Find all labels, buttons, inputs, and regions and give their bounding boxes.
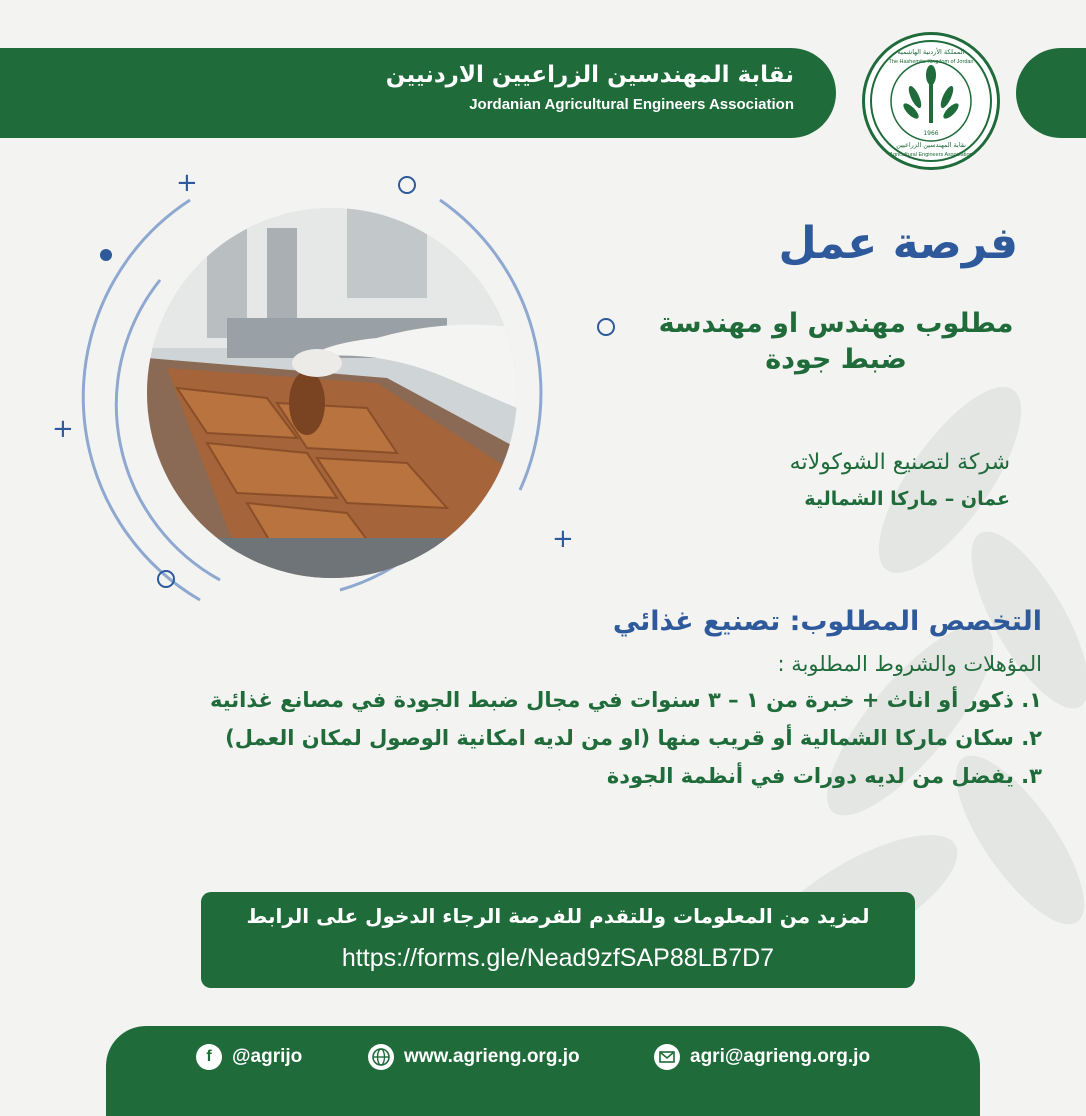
decor-plus-3: +: [552, 524, 574, 554]
org-name-english: Jordanian Agricultural Engineers Association: [469, 96, 794, 113]
requirement-item: ٣. يفضل من لديه دورات في أنظمة الجودة: [606, 764, 1042, 788]
job-location: عمان – ماركا الشمالية: [804, 488, 1010, 510]
footer-website[interactable]: [368, 1044, 580, 1070]
decor-circle-1: [398, 176, 416, 194]
job-position: [626, 306, 1046, 378]
website-url: www.agrieng.org.jo: [404, 1046, 580, 1067]
decor-circle-2: [157, 570, 175, 588]
job-position-line-2: ضبط جودة: [765, 344, 907, 375]
association-logo: [862, 32, 1000, 170]
decor-plus-1: +: [176, 168, 198, 198]
footer-email[interactable]: [654, 1044, 870, 1070]
facebook-icon: f: [196, 1044, 222, 1070]
qualifications-heading: المؤهلات والشروط المطلوبة :: [777, 652, 1042, 676]
job-position-line-1: مطلوب مهندس او مهندسة: [658, 308, 1014, 339]
mail-icon: [654, 1044, 680, 1070]
svg-text:المملكة الأردنية الهاشمية: المملكة الأردنية الهاشمية: [897, 48, 965, 56]
email-address: agri@agrieng.org.jo: [690, 1046, 871, 1067]
decor-dot: [100, 249, 112, 261]
decor-plus-2: +: [52, 414, 74, 444]
globe-icon: [368, 1044, 394, 1070]
apply-link[interactable]: https://forms.gle/Nead9zfSAP88LB7D7: [341, 944, 775, 972]
svg-text:Agricultural Engineers Associa: Agricultural Engineers Association: [889, 152, 973, 158]
facebook-handle: @agrijo: [232, 1046, 303, 1067]
requirement-item: ١. ذكور أو اناث + خبرة من ١ – ٣ سنوات في مجال ضبط الجودة في مصانع غذائية: [209, 688, 1042, 712]
page-title: فرصة عمل: [778, 218, 1018, 269]
svg-text:نقابة المهندسين الزراعيين: نقابة المهندسين الزراعيين: [896, 141, 966, 149]
requirement-item: ٢. سكان ماركا الشمالية أو قريب منها (او من لديه امكانية الوصول لمكان العمل): [225, 726, 1042, 750]
decor-circle-3: [597, 318, 615, 336]
company-name: شركة لتصنيع الشوكولاته: [789, 450, 1010, 475]
footer-facebook[interactable]: [196, 1044, 302, 1070]
apply-instructions: لمزيد من المعلومات وللتقدم للفرصة الرجاء الدخول على الرابط: [246, 904, 870, 928]
svg-text:The Hashemite Kingdom of Jorda: The Hashemite Kingdom of Jordan: [888, 59, 974, 65]
chocolate-factory-photo: [147, 208, 517, 578]
svg-text:1966: 1966: [923, 130, 939, 137]
required-specialty: التخصص المطلوب: تصنيع غذائي: [612, 606, 1042, 637]
header-accent: [1016, 48, 1086, 138]
org-name-arabic: نقابة المهندسين الزراعيين الاردنيين: [385, 62, 794, 88]
footer-bar: [106, 1026, 980, 1116]
